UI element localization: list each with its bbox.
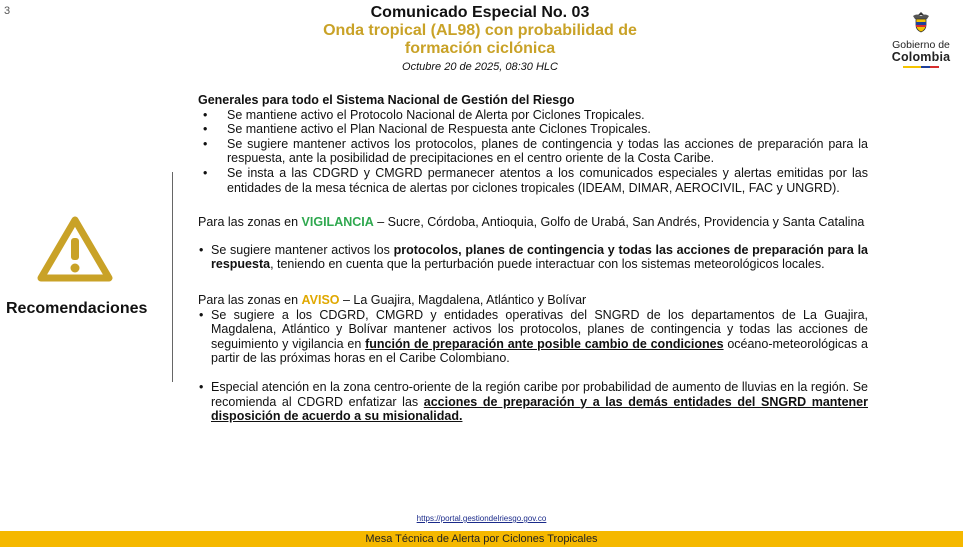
- portal-link-container: [0, 514, 963, 523]
- vigilancia-zones: – Sucre, Córdoba, Antioquia, Golfo de Urabá, San Andrés, Providencia y Santa Catalina: [373, 215, 865, 230]
- logo-line-1: Gobierno de: [892, 39, 950, 51]
- list-item: • Se insta a las CDGRD y CMGRD permanecer atentos a los comunicados especiales y alertas emitidas por las entidades de la mesa técnica de alertas por ciclones tropicales (IDEAM, DIMAR, AEROCIVIL, FAC y UNGRD).: [198, 166, 868, 195]
- portal-link[interactable]: https://portal.gestiondelriesgo.gov.co: [416, 514, 547, 523]
- aviso-heading: [198, 293, 868, 308]
- recommendations-content: [198, 93, 868, 424]
- vigilancia-list: [198, 243, 868, 272]
- general-list: [198, 108, 868, 196]
- list-item: [198, 380, 868, 424]
- vigilancia-heading: [198, 215, 868, 230]
- aviso-item2-underlined: acciones de preparación y a las demás entidades del SNGRD mantener disposición de acuerdo a su misionalidad.: [211, 394, 868, 424]
- vigilancia-keyword: VIGILANCIA: [301, 215, 374, 230]
- recomendaciones-label: Recomendaciones: [6, 300, 148, 317]
- aviso-zones: – La Guajira, Magdalena, Atlántico y Bolívar: [339, 292, 587, 307]
- aviso-keyword: AVISO: [301, 292, 340, 307]
- coat-of-arms-icon: [909, 10, 933, 34]
- vigilancia-item-bold: protocolos, planes de contingencia y todas las acciones de preparación para la respuesta: [211, 242, 868, 272]
- aviso-item2-prefix: Especial atención en la zona centro-oriente de la región caribe por probabilidad de aumento de lluvias en la región. Se recomienda al CDGRD enfatizar las: [211, 379, 868, 409]
- list-item: • Se mantiene activo el Protocolo Nacional de Alerta por Ciclones Tropicales.: [198, 108, 868, 123]
- list-item: [198, 308, 868, 366]
- aviso-item1-underlined: función de preparación ante posible cambio de condiciones: [365, 336, 724, 351]
- list-item: [198, 243, 868, 272]
- flag-bar: [886, 66, 956, 68]
- logo-line-2: Colombia: [891, 50, 951, 64]
- page-title: Comunicado Especial No. 03: [370, 4, 590, 21]
- issue-date: Octubre 20 de 2025, 08:30 HLC: [402, 61, 558, 73]
- page-number: 3: [4, 5, 11, 17]
- vigilancia-item-prefix: Se sugiere mantener activos los: [211, 242, 394, 257]
- divider: [172, 172, 173, 382]
- aviso-intro: Para las zonas en: [198, 292, 299, 307]
- warning-triangle-icon: [36, 214, 114, 289]
- aviso-item1-suffix: océano-meteorológicas a partir de las próximas horas en el Caribe Colombiano.: [211, 336, 868, 366]
- aviso-item1-prefix: Se sugiere a los CDGRD, CMGRD y entidades operativas del SNGRD de los departamentos de La Guajira, Magdalena, Atlántico y Bolívar mantener activos los protocolos, planes de contingencia y todas las acciones de seguimiento y vigilancia en: [211, 307, 868, 351]
- gobierno-logo: [886, 10, 956, 68]
- subtitle-line-1: Onda tropical (AL98) con probabilidad de: [323, 22, 637, 39]
- general-title: Generales para todo el Sistema Nacional de Gestión del Riesgo: [198, 93, 575, 107]
- subtitle-line-2: formación ciclónica: [404, 40, 556, 57]
- list-item: • Se mantiene activo el Plan Nacional de Respuesta ante Ciclones Tropicales.: [198, 122, 868, 137]
- vigilancia-intro: Para las zonas en: [198, 215, 299, 230]
- footer-banner: Mesa Técnica de Alerta por Ciclones Tropicales: [0, 531, 963, 547]
- list-item: • Se sugiere mantener activos los protocolos, planes de contingencia y todas las acciones de preparación para la respuesta, ante la posibilidad de precipitaciones en el centro oriente de la Costa Caribe.: [198, 137, 868, 166]
- aviso-list: [198, 308, 868, 424]
- vigilancia-item-suffix: , teniendo en cuenta que la perturbación puede interactuar con los sistemas meteorológicos locales.: [270, 257, 825, 272]
- header: [280, 3, 680, 73]
